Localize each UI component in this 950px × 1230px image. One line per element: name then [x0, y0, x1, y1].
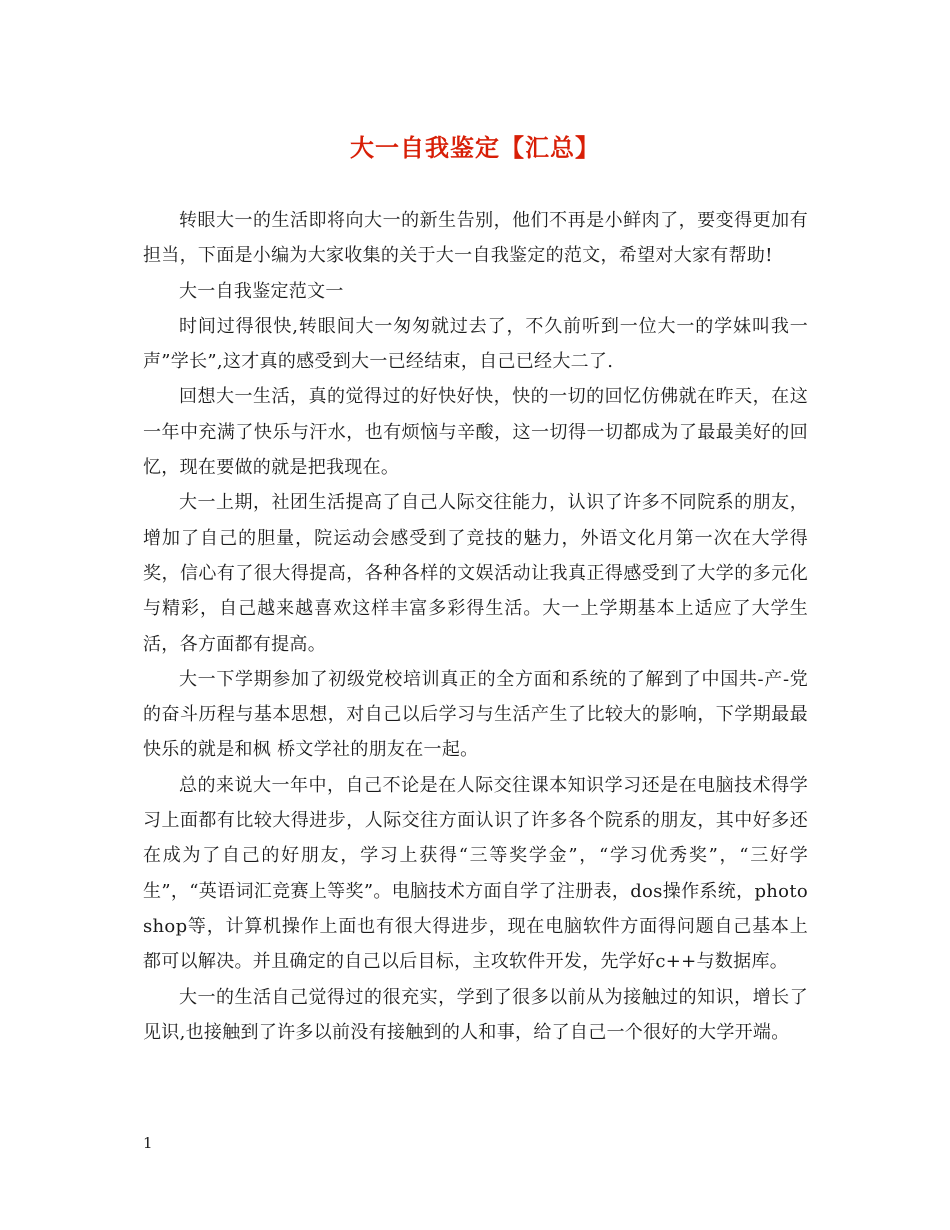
page-number: 1: [143, 1134, 153, 1152]
paragraph: 时间过得很快,转眼间大一匆匆就过去了，不久前听到一位大一的学妹叫我一声”学长”,这才真的感受到大一已经结束，自己已经大二了.: [143, 315, 808, 373]
paragraph: 大一上期，社团生活提高了自己人际交往能力，认识了许多不同院系的朋友，增加了自己的胆量，院运动会感受到了竞技的魅力，外语文化月第一次在大学得奖，信心有了很大得提高，各种各样的文娱活动让我真正得感受到了大学的多元化与精彩，自己越来越喜欢这样丰富多彩得生活。大一上学期基本上适应了大学生活，各方面都有提高。: [143, 492, 808, 655]
document-title: 大一自我鉴定【汇总】: [350, 133, 600, 162]
paragraph: 回想大一生活，真的觉得过的好快好快，快的一切的回忆仿佛就在昨天，在这一年中充满了快乐与汗水，也有烦恼与辛酸，这一切得一切都成为了最最美好的回忆，现在要做的就是把我现在。: [143, 386, 808, 479]
document-body: [143, 203, 808, 1050]
paragraph: 大一下学期参加了初级党校培训真正的全方面和系统的了解到了中国共-产-党的奋斗历程与基本思想，对自己以后学习与生活产生了比较大的影响，下学期最最快乐的就是和枫 桥文学社的朋友在一起。: [143, 668, 808, 761]
paragraph-intro: 转眼大一的生活即将向大一的新生告别，他们不再是小鲜肉了，要变得更加有担当，下面是小编为大家收集的关于大一自我鉴定的范文，希望对大家有帮助!: [143, 210, 808, 267]
paragraph: 大一的生活自己觉得过的很充实，学到了很多以前从为接触过的知识，增长了见识,也接触到了许多以前没有接触到的人和事，给了自己一个很好的大学开端。: [143, 986, 808, 1043]
paragraph: 总的来说大一年中，自己不论是在人际交往课本知识学习还是在电脑技术得学习上面都有比较大得进步，人际交往方面认识了许多各个院系的朋友，其中好多还在成为了自己的好朋友，学习上获得“三等奖学金”，“学习优秀奖”，“三好学生”，“英语词汇竞赛上等奖”。电脑技术方面自学了注册表，dos操作系统，photoshop等，计算机操作上面也有很大得进步，现在电脑软件方面得问题自己基本上都可以解决。并且确定的自己以后目标，主攻软件开发，先学好c++与数据库。: [143, 774, 808, 973]
paragraph-subheading: 大一自我鉴定范文一: [179, 280, 344, 302]
